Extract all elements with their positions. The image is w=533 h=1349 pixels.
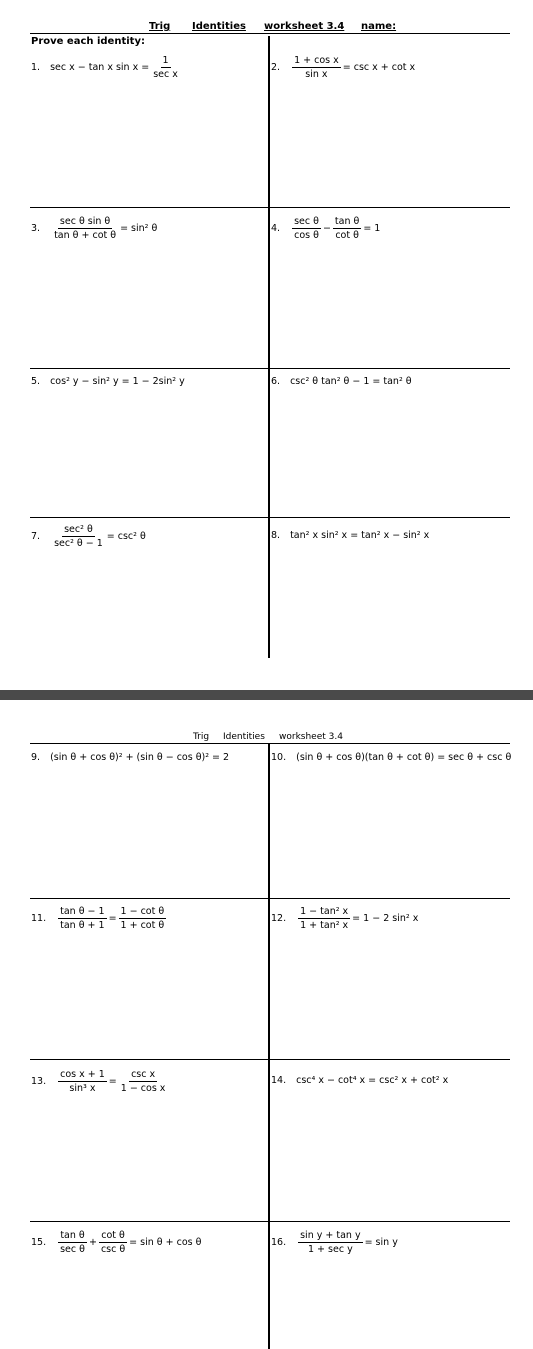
worksheet-page-2 [0, 700, 533, 1349]
instructions: Prove each identity: [31, 36, 145, 47]
header-worksheet: worksheet 3.4 [264, 21, 345, 32]
problem-10: 10. (sin θ + cos θ)(tan θ + cot θ) = sec θ + csc θ [271, 752, 512, 763]
problem-13: 13. $\frac{\text{cos x + 1}}{\text{sin³ x}}$ = $\frac{\text{csc x}}{\text{1 − cos x}}$ [31, 1069, 166, 1094]
header-worksheet: worksheet 3.4 [279, 732, 343, 742]
column-divider [268, 36, 270, 658]
row-divider [30, 1059, 510, 1060]
header-name: name: [361, 21, 397, 32]
problem-2: 2. $\frac{\text{1 + cos x}}{\text{sin x}}$ = csc x + cot x [271, 55, 416, 80]
problem-15: 15. $\frac{\text{tan θ}}{\text{sec θ}}$ + $\frac{\text{cot θ}}{\text{csc θ}}$ = sin θ + cos θ [31, 1230, 202, 1255]
row-divider [30, 517, 510, 518]
row-divider [30, 207, 510, 208]
row-divider [30, 898, 510, 899]
problem-14: 14. csc⁴ x − cot⁴ x = csc² x + cot² x [271, 1075, 449, 1086]
problem-12: 12. $\frac{\text{1 − tan² x}}{\text{1 + tan² x}}$ = 1 − 2 sin² x [271, 906, 419, 931]
problem-8: 8. tan² x sin² x = tan² x − sin² x [271, 530, 430, 541]
problem-16: 16. $\frac{\text{sin y + tan y}}{\text{1 + sec y}}$ = sin y [271, 1230, 398, 1255]
problem-3: 3. $\frac{\text{sec θ sin θ}}{\text{tan θ + cot θ}}$ = sin² θ [31, 216, 158, 241]
header-rule [30, 743, 510, 744]
header-identities: Identities [223, 732, 265, 742]
problem-6: 6. csc² θ tan² θ − 1 = tan² θ [271, 376, 412, 387]
page-separator [0, 690, 533, 700]
problem-9: 9. (sin θ + cos θ)² + (sin θ − cos θ)² = 2 [31, 752, 230, 763]
problem-1: 1. sec x − tan x sin x = $\frac{1}{\text{sec x}}$ [31, 55, 178, 80]
problem-4: 4. $\frac{\text{sec θ}}{\text{cos θ}}$ − $\frac{\text{tan θ}}{\text{cot θ}}$ = 1 [271, 216, 381, 241]
header-trig: Trig [193, 732, 210, 742]
header-identities: Identities [192, 21, 246, 32]
problem-5: 5. cos² y − sin² y = 1 − 2sin² y [31, 376, 185, 387]
row-divider [30, 1221, 510, 1222]
problem-11: 11. $\frac{\text{tan θ − 1}}{\text{tan θ + 1}}$ = $\frac{\text{1 − cot θ}}{\text{1 + cot θ}}$ [31, 906, 165, 931]
problem-7: 7. $\frac{\text{sec² θ}}{\text{sec² θ − 1}}$ = csc² θ [31, 524, 146, 549]
header-rule [30, 33, 510, 34]
header-trig: Trig [149, 21, 171, 32]
column-divider [268, 743, 270, 1349]
row-divider [30, 368, 510, 369]
